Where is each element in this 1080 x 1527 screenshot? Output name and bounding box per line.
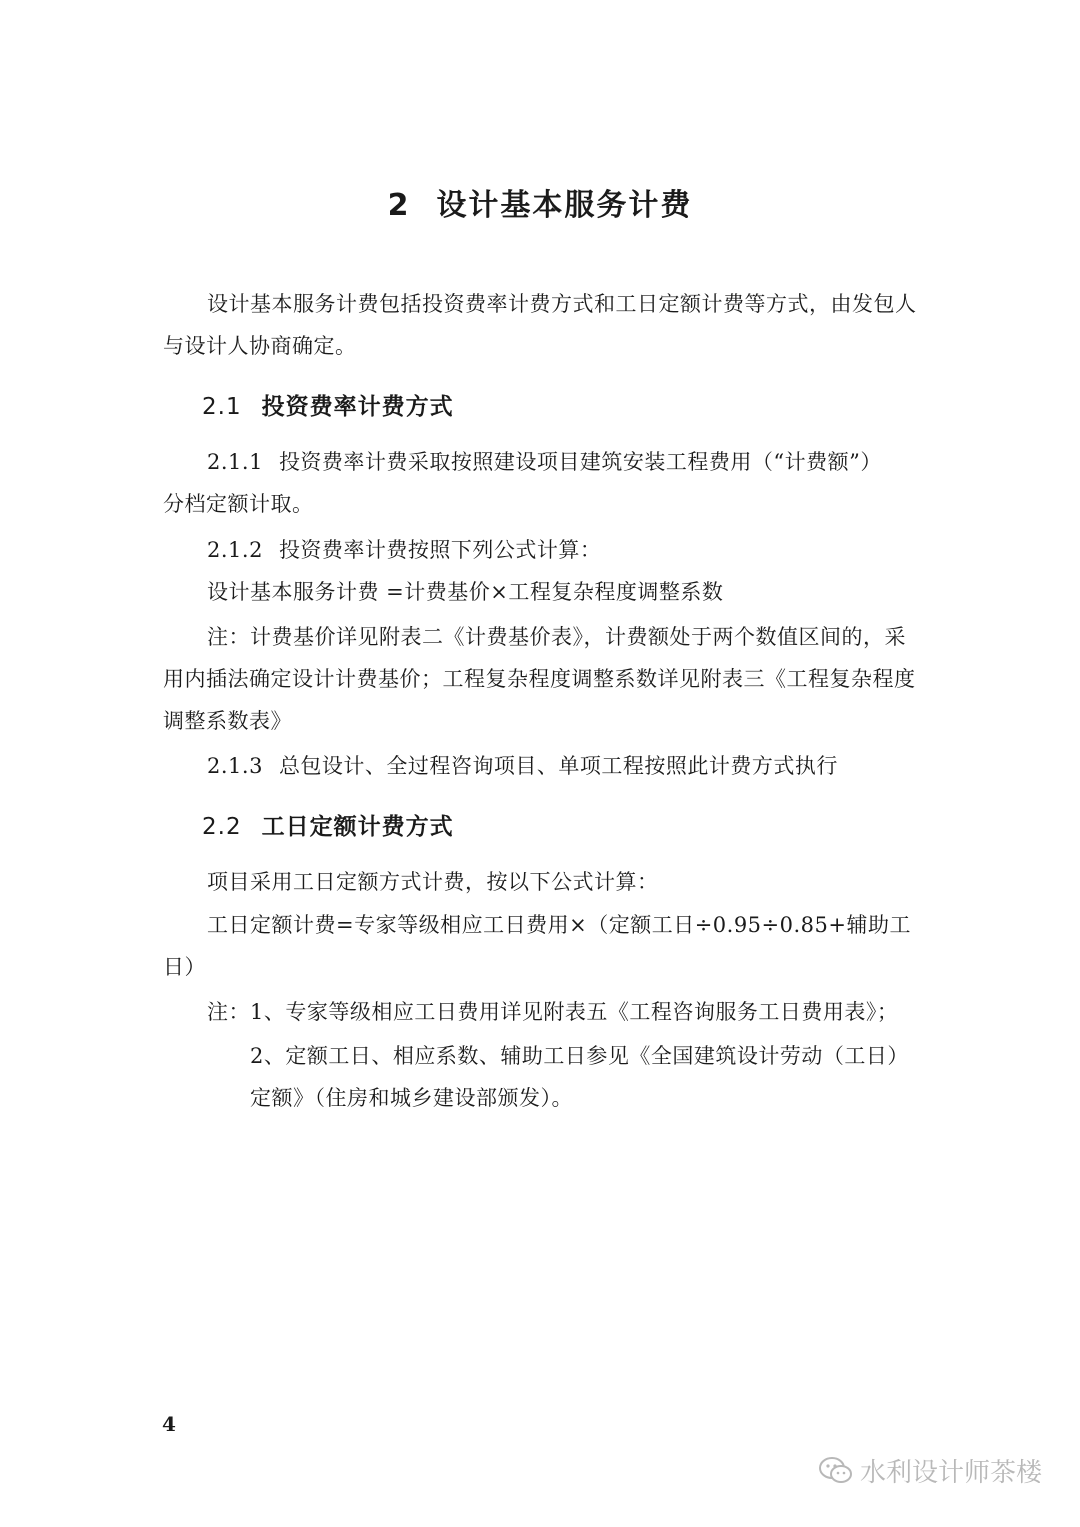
clause-text: 投资费率计费按照下列公式计算： xyxy=(278,538,602,562)
section-heading-2-2 xyxy=(202,808,454,841)
intro-line-1: 设计基本服务计费包括投资费率计费方式和工日定额计费等方式，由发包人 xyxy=(207,292,917,316)
section-2-2-line-1: 项目采用工日定额方式计费，按以下公式计算： xyxy=(207,870,659,894)
title-text: 设计基本服务计费 xyxy=(436,188,693,223)
note-2-2-2-line-1: 2、定额工日、相应系数、辅助工日参见《全国建筑设计劳动（工日） xyxy=(250,1044,909,1068)
watermark xyxy=(818,1452,1042,1489)
wechat-icon xyxy=(818,1456,854,1486)
clause-number: 2.1.2 xyxy=(207,538,263,562)
page-number: 4 xyxy=(162,1412,176,1436)
note-2-1-2-line-2: 用内插法确定设计计费基价；工程复杂程度调整系数详见附表三《工程复杂程度 xyxy=(163,667,916,691)
clause-text: 总包设计、全过程咨询项目、单项工程按照此计费方式执行 xyxy=(278,754,838,778)
clause-number: 2.1.1 xyxy=(207,450,263,474)
section-heading-2-1 xyxy=(202,388,454,421)
clause-2-1-1-line-1 xyxy=(207,440,882,484)
section-number: 2.1 xyxy=(202,394,242,420)
title-number: 2 xyxy=(387,188,411,223)
formula-2-2-line-1: 工日定额计费=专家等级相应工日费用×（定额工日÷0.95÷0.85+辅助工 xyxy=(207,913,911,937)
note-2-2-1: 注：1、专家等级相应工日费用详见附表五《工程咨询服务工日费用表》； xyxy=(207,1000,899,1024)
clause-2-1-3 xyxy=(207,744,838,788)
section-title: 投资费率计费方式 xyxy=(261,394,454,420)
formula-2-1-2: 设计基本服务计费 =计费基价×工程复杂程度调整系数 xyxy=(207,580,724,604)
clause-2-1-2 xyxy=(207,528,601,572)
page-title xyxy=(0,180,1080,224)
clause-2-1-1-line-2: 分档定额计取。 xyxy=(163,492,314,516)
clause-number: 2.1.3 xyxy=(207,754,263,778)
intro-line-2: 与设计人协商确定。 xyxy=(163,334,357,358)
clause-text: 投资费率计费采取按照建设项目建筑安装工程费用（“计费额”） xyxy=(278,450,882,474)
note-2-1-2-line-1: 注：计费基价详见附表二《计费基价表》，计费额处于两个数值区间的，采 xyxy=(207,625,906,649)
section-number: 2.2 xyxy=(202,814,242,840)
formula-2-2-line-2: 日） xyxy=(163,955,206,979)
watermark-text: 水利设计师茶楼 xyxy=(859,1458,1042,1488)
note-2-2-2-line-2: 定额》（住房和城乡建设部颁发）。 xyxy=(250,1086,573,1110)
note-2-1-2-line-3: 调整系数表》 xyxy=(163,709,292,733)
section-title: 工日定额计费方式 xyxy=(261,814,454,840)
